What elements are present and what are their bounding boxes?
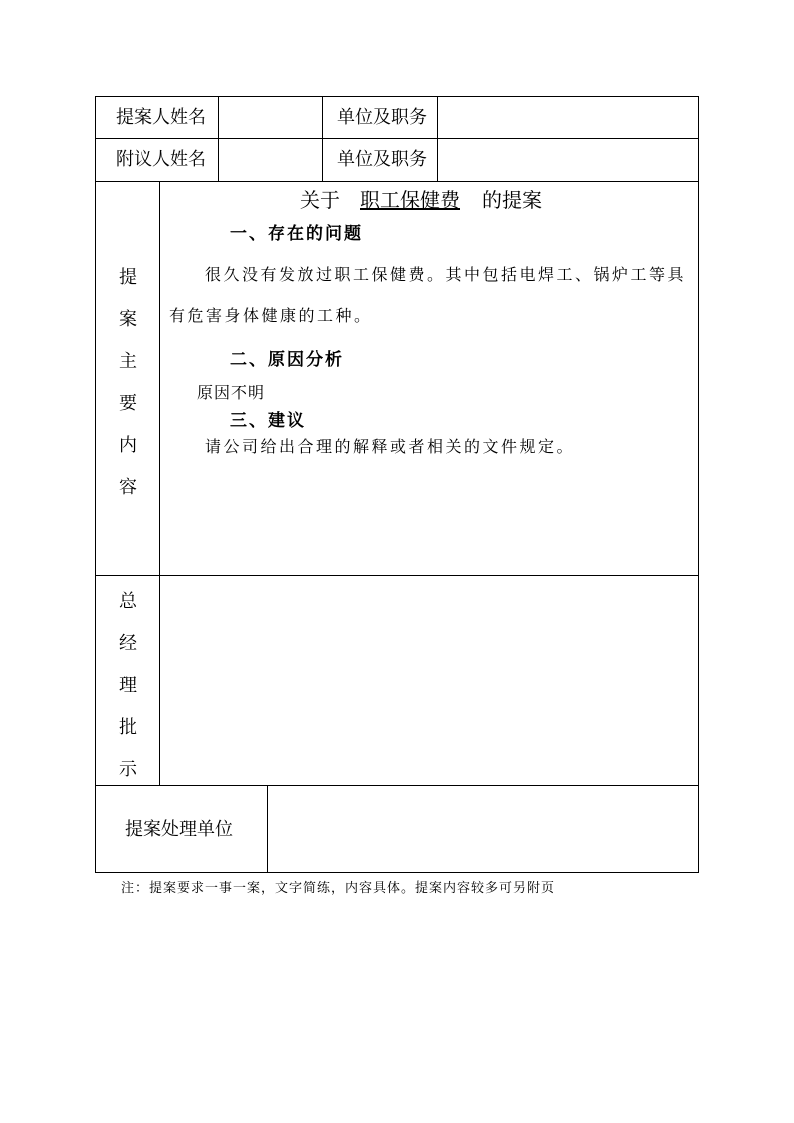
row-divider xyxy=(95,785,699,786)
section-paragraph: 有危害身体健康的工种。 xyxy=(169,306,373,325)
content-side-label-char: 要 xyxy=(119,393,137,414)
section-heading: 三、建议 xyxy=(230,411,306,431)
footnote: 注：提案要求一事一案，文字简练，内容具体。提案内容较多可另附页 xyxy=(121,881,556,896)
title-suffix: 的提案 xyxy=(482,188,542,212)
proposer-name-field[interactable] xyxy=(224,109,316,129)
section-paragraph: 请公司给出合理的解释或者相关的文件规定。 xyxy=(205,437,576,456)
approval-side-label-char: 经 xyxy=(119,633,137,654)
column-divider xyxy=(267,785,268,873)
column-divider xyxy=(322,96,323,181)
content-side-label-char: 容 xyxy=(119,477,137,498)
row-divider xyxy=(95,575,699,576)
content-side-label-char: 主 xyxy=(119,351,137,372)
section-paragraph: 很久没有发放过职工保健费。其中包括电焊工、锅炉工等具 xyxy=(205,265,687,284)
seconder-unit-label: 单位及职务 xyxy=(337,149,427,170)
column-divider xyxy=(218,96,219,181)
column-divider xyxy=(159,181,160,785)
proposer-unit-label: 单位及职务 xyxy=(337,107,427,128)
title-prefix: 关于 xyxy=(300,188,340,212)
seconder-name-label: 附议人姓名 xyxy=(116,149,206,170)
seconder-unit-field[interactable] xyxy=(443,151,693,171)
handling-unit-field[interactable] xyxy=(274,792,692,866)
approval-field[interactable] xyxy=(166,582,692,778)
content-side-label-char: 内 xyxy=(119,435,137,456)
section-paragraph: 原因不明 xyxy=(197,383,266,402)
title-topic: 职工保健费 xyxy=(360,188,460,212)
proposer-name-label: 提案人姓名 xyxy=(116,107,206,128)
content-side-label-char: 案 xyxy=(119,309,137,330)
approval-side-label-char: 理 xyxy=(119,675,137,696)
row-divider xyxy=(95,138,699,139)
section-heading: 一、存在的问题 xyxy=(230,224,363,244)
section-heading: 二、原因分析 xyxy=(230,350,344,370)
approval-side-label-char: 总 xyxy=(119,591,137,612)
approval-side-label-char: 批 xyxy=(119,717,137,738)
content-side-label-char: 提 xyxy=(119,267,137,288)
row-divider xyxy=(95,181,699,182)
column-divider xyxy=(437,96,438,181)
proposer-unit-field[interactable] xyxy=(443,109,693,129)
seconder-name-field[interactable] xyxy=(224,151,316,171)
proposal-title xyxy=(300,184,542,213)
handling-unit-label: 提案处理单位 xyxy=(125,819,233,840)
approval-side-label-char: 示 xyxy=(119,759,137,780)
